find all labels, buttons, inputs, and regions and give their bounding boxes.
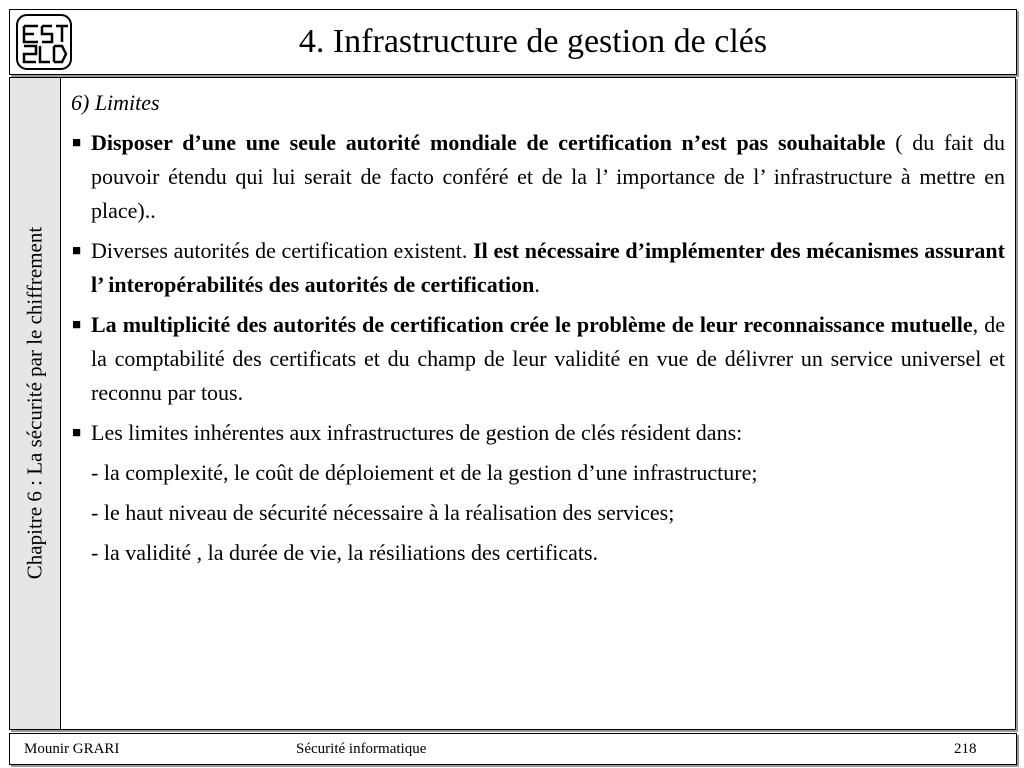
- bullet-marker-icon: ■: [72, 425, 82, 441]
- slide-header: [9, 9, 1017, 75]
- chapter-label: Chapitre 6 : La sécurité par le chiffrement: [22, 226, 47, 580]
- page-title: 4. Infrastructure de gestion de clés: [298, 23, 768, 60]
- dash-item: - la validité , la durée de vie, la résiliations des certificats.: [91, 540, 599, 565]
- bullet-text: Diverses autorités de certification existent.: [91, 238, 474, 263]
- chapter-sidebar: [9, 77, 61, 730]
- bullet-marker-icon: ■: [72, 317, 82, 333]
- page-number: 218: [954, 741, 977, 757]
- bullet-marker-icon: ■: [72, 243, 82, 259]
- bullet-bold: La multiplicité des autorités de certification crée le problème de leur reconnaissance mutuelle: [91, 312, 973, 337]
- bullet-text: , de la comptabilité des certificats et du champ de leur validité en vue de délivrer un service universel et reconnu par tous.: [91, 312, 1005, 405]
- bullet-item: [71, 308, 1005, 410]
- slide-footer: [9, 733, 1017, 765]
- bullet-bold: Disposer d’une une seule autorité mondiale de certification n’est pas souhaitable: [91, 130, 886, 155]
- dash-item: - le haut niveau de sécurité nécessaire à la réalisation des services;: [91, 500, 675, 525]
- bullet-item: [71, 234, 1005, 302]
- bullet-text: Les limites inhérentes aux infrastructures de gestion de clés résident dans:: [91, 420, 743, 445]
- content-area: [71, 86, 1005, 576]
- section-subtitle: 6) Limites: [71, 90, 160, 115]
- bullet-tail: .: [534, 272, 540, 297]
- bullet-bold: Il est nécessaire d’implémenter des mécanismes assurant l’ interopérabilités des autorités de certification: [91, 238, 1005, 297]
- bullet-text: ( du fait du pouvoir étendu qui lui serait de facto conféré et de la l’ importance de l’ infrastructure à mettre en place)..: [91, 130, 1005, 223]
- slide-body: [60, 77, 1016, 730]
- footer-subject: Sécurité informatique: [296, 741, 427, 757]
- footer-author: Mounir GRARI: [24, 741, 120, 757]
- bullet-item: [71, 416, 1005, 450]
- bullet-item: [71, 126, 1005, 228]
- bullet-marker-icon: ■: [72, 135, 82, 151]
- dash-item: - la complexité, le coût de déploiement et de la gestion d’une infrastructure;: [91, 460, 758, 485]
